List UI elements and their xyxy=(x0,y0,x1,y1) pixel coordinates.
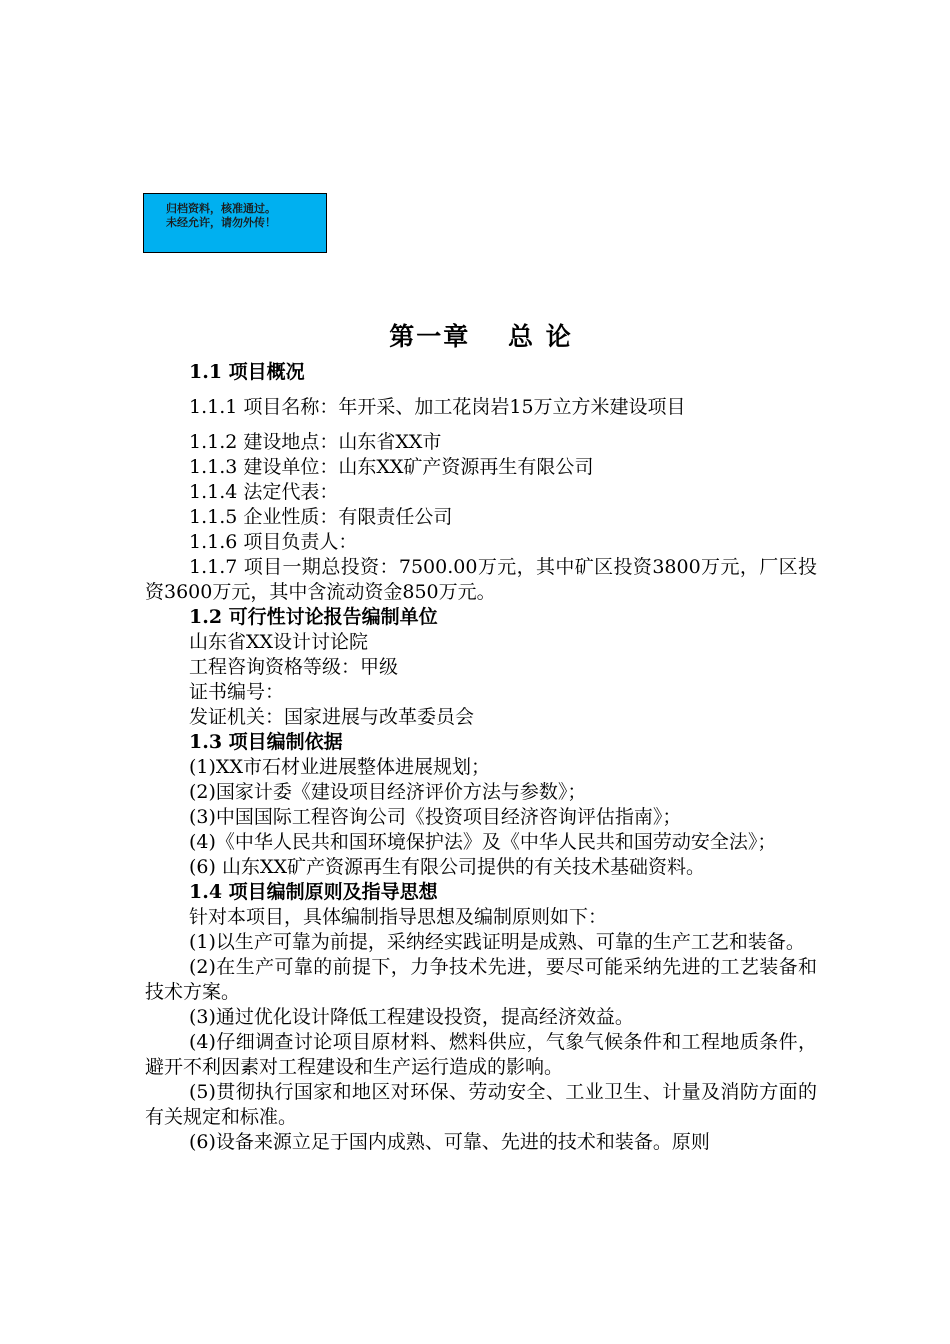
paragraph: 山东省XX设计讨论院 xyxy=(189,631,369,653)
document-body xyxy=(145,320,817,1155)
paragraph: (4)《中华人民共和国环境保护法》及《中华人民共和国劳动安全法》； xyxy=(189,831,777,853)
stamp-line-1: 归档资料，核准通过。 xyxy=(166,202,276,215)
chapter-title: 第一章 总 论 xyxy=(389,322,573,351)
paragraph: 1.1.1 项目名称：年开采、加工花岗岩15万立方米建设项目 xyxy=(189,396,686,418)
paragraph: 1.1.2 建设地点：山东省XX市 xyxy=(189,431,442,453)
paragraph: 1.1.3 建设单位：山东XX矿产资源再生有限公司 xyxy=(189,456,594,478)
paragraph: (1)以生产可靠为前提，采纳经实践证明是成熟、可靠的生产工艺和装备。 xyxy=(189,931,805,953)
section-heading-1-3: 1.3 项目编制依据 xyxy=(189,731,343,753)
paragraph: 发证机关：国家进展与改革委员会 xyxy=(189,706,475,728)
paragraph: 证书编号： xyxy=(189,681,285,703)
paragraph: 针对本项目，具体编制指导思想及编制原则如下： xyxy=(189,906,608,928)
paragraph: (2)在生产可靠的前提下，力争技术先进，要尽可能采纳先进的工艺装备和技术方案。 xyxy=(145,956,817,1003)
paragraph: (5)贯彻执行国家和地区对环保、劳动安全、工业卫生、计量及消防方面的有关规定和标准。 xyxy=(145,1081,817,1128)
paragraph: (6) 山东XX矿产资源再生有限公司提供的有关技术基础资料。 xyxy=(189,856,706,878)
paragraph: (3)中国国际工程咨询公司《投资项目经济咨询评估指南》； xyxy=(189,806,682,828)
paragraph: 1.1.4 法定代表： xyxy=(189,481,339,503)
archive-stamp xyxy=(143,193,327,253)
paragraph: (1)XX市石材业进展整体进展规划； xyxy=(189,756,490,778)
section-heading-1-4: 1.4 项目编制原则及指导思想 xyxy=(189,881,438,903)
section-heading-1-1: 1.1 项目概况 xyxy=(189,361,305,383)
paragraph: 工程咨询资格等级：甲级 xyxy=(189,656,399,678)
paragraph: 1.1.6 项目负责人： xyxy=(189,531,358,553)
paragraph: (4)仔细调查讨论项目原材料、燃料供应，气象气候条件和工程地质条件，避开不利因素对工程建设和生产运行造成的影响。 xyxy=(145,1031,817,1078)
paragraph: (6)设备来源立足于国内成熟、可靠、先进的技术和装备。原则 xyxy=(189,1131,710,1153)
section-heading-1-2: 1.2 可行性讨论报告编制单位 xyxy=(189,606,438,628)
paragraph: 1.1.5 企业性质：有限责任公司 xyxy=(189,506,453,528)
stamp-line-2: 未经允许，请勿外传！ xyxy=(166,216,276,229)
paragraph: 1.1.7 项目一期总投资：7500.00万元，其中矿区投资3800万元，厂区投资3600万元，其中含流动资金850万元。 xyxy=(145,556,817,603)
paragraph: (2)国家计委《建设项目经济评价方法与参数》； xyxy=(189,781,587,803)
paragraph: (3)通过优化设计降低工程建设投资，提高经济效益。 xyxy=(189,1006,634,1028)
